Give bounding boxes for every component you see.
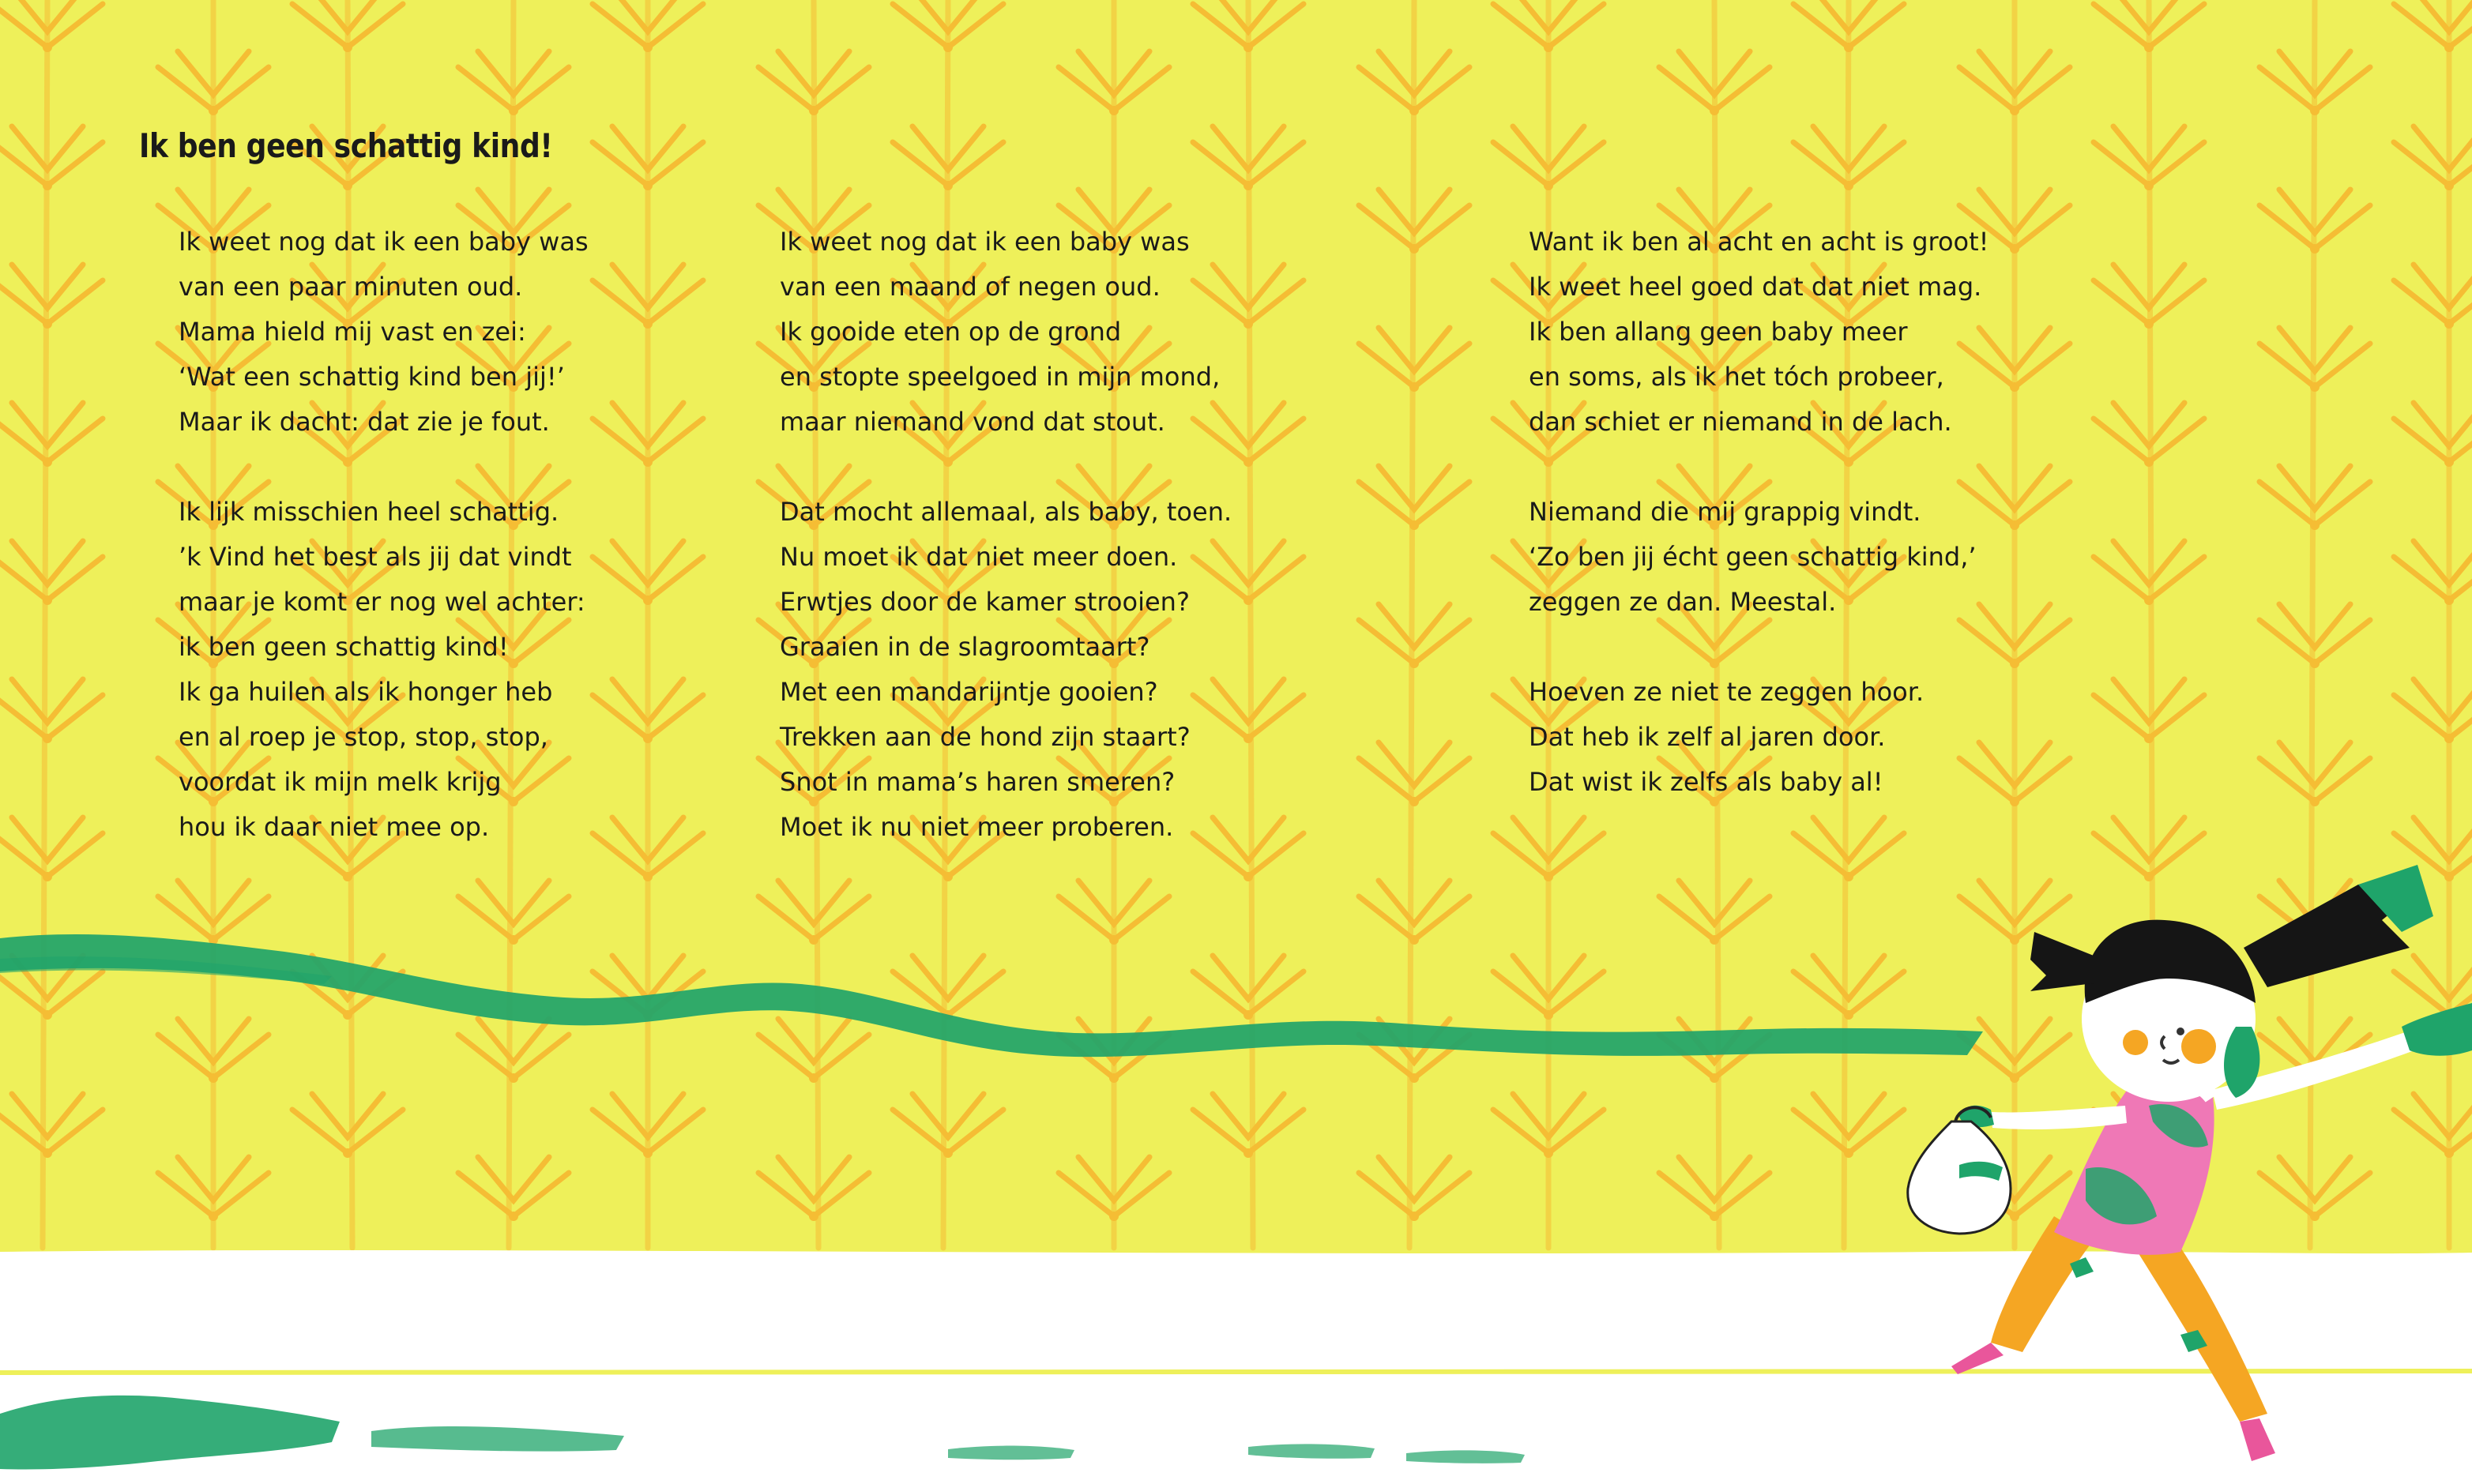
poem-line: en soms, als ik het tóch probeer, bbox=[1529, 362, 1944, 392]
poem-line: Graaien in de slagroomtaart? bbox=[780, 632, 1150, 662]
poem-line: Ik ben allang geen baby meer bbox=[1529, 317, 1908, 347]
poem-line: ’k Vind het best als jij dat vindt bbox=[179, 542, 572, 572]
poem-line: Ik weet heel goed dat dat niet mag. bbox=[1529, 272, 1982, 302]
floor-line bbox=[0, 1371, 2472, 1373]
poem-line: Ik gooide eten op de grond bbox=[780, 317, 1122, 347]
poem-line: zeggen ze dan. Meestal. bbox=[1529, 587, 1837, 617]
poem-line: van een maand of negen oud. bbox=[780, 272, 1161, 302]
poem-line: Nu moet ik dat niet meer doen. bbox=[780, 542, 1178, 572]
stanza bbox=[1529, 490, 1989, 625]
poem-line: Ik weet nog dat ik een baby was bbox=[179, 227, 589, 257]
poem-column-3 bbox=[1529, 220, 1989, 850]
poem-line: hou ik daar niet mee op. bbox=[179, 812, 490, 842]
poem-line: Met een mandarijntje gooien? bbox=[780, 677, 1158, 707]
poem-line: Maar ik dacht: dat zie je fout. bbox=[179, 407, 550, 437]
poem-line: Moet ik nu niet meer proberen. bbox=[780, 812, 1174, 842]
poem-line: Hoeven ze niet te zeggen hoor. bbox=[1529, 677, 1925, 707]
poem-line: Erwtjes door de kamer strooien? bbox=[780, 587, 1190, 617]
poem-line: Dat wist ik zelfs als baby al! bbox=[1529, 767, 1883, 797]
poem-line: ik ben geen schattig kind! bbox=[179, 632, 509, 662]
poem-line: maar niemand vond dat stout. bbox=[780, 407, 1165, 437]
stanza bbox=[780, 220, 1232, 445]
stanza bbox=[179, 220, 589, 445]
poem-line: Trekken aan de hond zijn staart? bbox=[780, 722, 1191, 752]
stanza bbox=[1529, 220, 1989, 445]
poem-column-2 bbox=[780, 220, 1232, 895]
poem-title: Ik ben geen schattig kind! bbox=[139, 126, 553, 165]
poem-line: Niemand die mij grappig vindt. bbox=[1529, 497, 1921, 527]
poem-line: Mama hield mij vast en zei: bbox=[179, 317, 526, 347]
stanza bbox=[1529, 670, 1989, 805]
poem-line: Want ik ben al acht en acht is groot! bbox=[1529, 227, 1989, 257]
poem-line: maar je komt er nog wel achter: bbox=[179, 587, 585, 617]
poem-line: Dat heb ik zelf al jaren door. bbox=[1529, 722, 1886, 752]
poem-line: en stopte speelgoed in mijn mond, bbox=[780, 362, 1221, 392]
poem-line: en al roep je stop, stop, stop, bbox=[179, 722, 548, 752]
poem-line: ‘Zo ben jij écht geen schattig kind,’ bbox=[1529, 542, 1977, 572]
poem-line: Ik lijk misschien heel schattig. bbox=[179, 497, 559, 527]
poem-line: dan schiet er niemand in de lach. bbox=[1529, 407, 1952, 437]
poem-line: voordat ik mijn melk krijg bbox=[179, 767, 502, 797]
stanza bbox=[780, 490, 1232, 850]
poem-line: ‘Wat een schattig kind ben jij!’ bbox=[179, 362, 565, 392]
poem-line: van een paar minuten oud. bbox=[179, 272, 523, 302]
poem-line: Ik weet nog dat ik een baby was bbox=[780, 227, 1190, 257]
poem-column-1 bbox=[179, 220, 589, 895]
stanza bbox=[179, 490, 589, 850]
poem-line: Dat mocht allemaal, als baby, toen. bbox=[780, 497, 1232, 527]
white-floor bbox=[0, 1250, 2472, 1484]
poem-line: Snot in mama’s haren smeren? bbox=[780, 767, 1176, 797]
poem-line: Ik ga huilen als ik honger heb bbox=[179, 677, 553, 707]
